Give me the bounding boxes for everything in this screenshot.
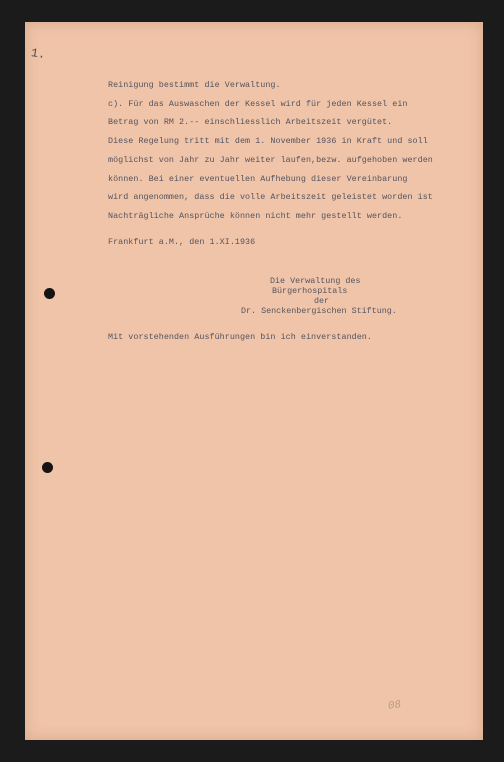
body-line-2: c). Für das Auswaschen der Kessel wird für jeden Kessel ein (108, 99, 408, 109)
place-date: Frankfurt a.M., den 1.XI.1936 (108, 237, 256, 247)
body-line-1: Reinigung bestimmt die Verwaltung. (108, 80, 281, 90)
body-line-6: können. Bei einer eventuellen Aufhebung dieser Vereinbarung (108, 174, 408, 184)
body-line-8: Nachträgliche Ansprüche können nicht mehr gestellt werden. (108, 211, 403, 221)
punch-hole-bottom (42, 462, 53, 473)
body-line-5: möglichst von Jahr zu Jahr weiter laufen,bezw. aufgehoben werden (108, 155, 433, 165)
body-line-4: Diese Regelung tritt mit dem 1. November 1936 in Kraft und soll (108, 136, 428, 146)
body-line-7: wird angenommen, dass die volle Arbeitszeit geleistet worden ist (108, 192, 433, 202)
punch-hole-top (44, 288, 55, 299)
handwritten-corner-mark: 1. (30, 46, 47, 62)
signature-line-3: der (314, 296, 330, 306)
agreement-line: Mit vorstehenden Ausführungen bin ich einverstanden. (108, 332, 372, 342)
pencil-page-number: 08 (387, 699, 402, 713)
body-line-3: Betrag von RM 2.-- einschliesslich Arbeitszeit vergütet. (108, 117, 393, 127)
signature-line-1: Die Verwaltung des (270, 276, 361, 286)
signature-line-2: Bürgerhospitals (272, 286, 348, 296)
signature-line-4: Dr. Senckenbergischen Stiftung. (241, 306, 397, 316)
document-page (25, 22, 483, 740)
